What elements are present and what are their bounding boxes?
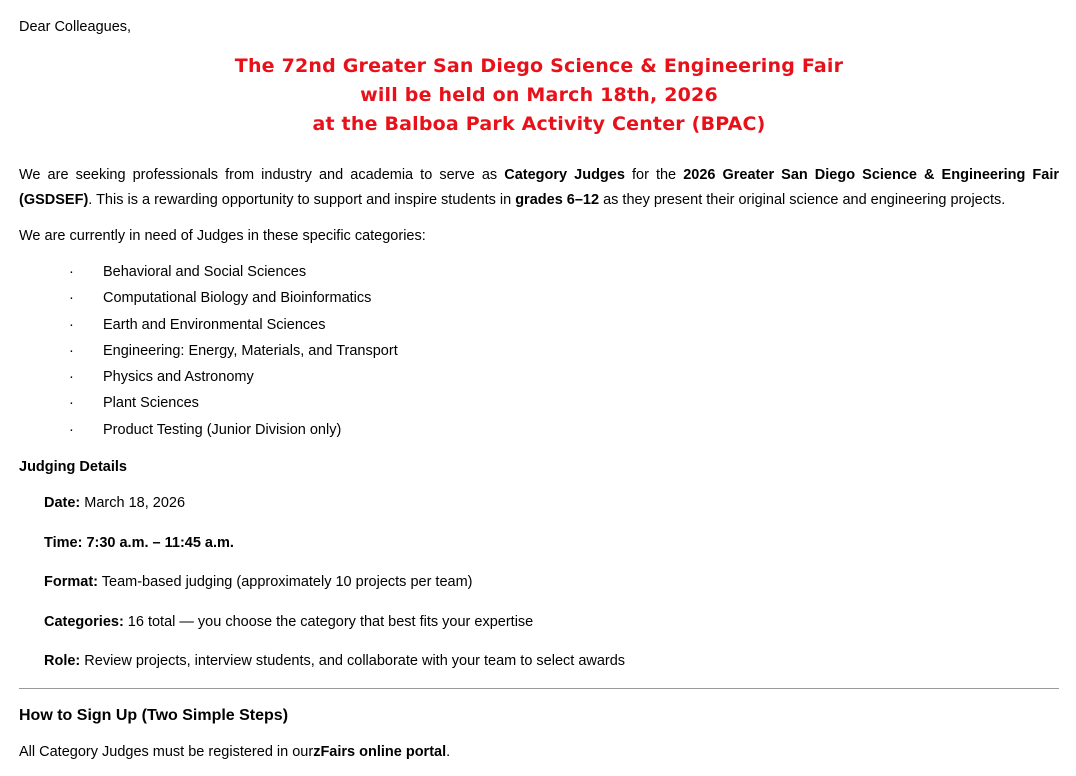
detail-categories bbox=[44, 612, 533, 632]
bullet-icon: · bbox=[69, 369, 74, 386]
detail-categories-value: 16 total — you choose the category that best fits your expertise bbox=[123, 614, 534, 630]
signup-heading: How to Sign Up (Two Simple Steps) bbox=[19, 707, 289, 724]
detail-time bbox=[44, 533, 234, 553]
registration-text bbox=[19, 742, 450, 762]
intro-bold-fair-name: 2026 Greater San Diego Science & Engineering Fair (GSDSEF) bbox=[19, 167, 1059, 208]
detail-format-label: Format: bbox=[44, 574, 98, 590]
detail-categories-label: Categories: bbox=[44, 614, 124, 630]
headline-line-1: The 72nd Greater San Diego Science & Engineering Fair bbox=[234, 55, 844, 77]
event-headline bbox=[19, 52, 1059, 139]
category-label: Engineering: Energy, Materials, and Transport bbox=[103, 342, 398, 359]
greeting: Dear Colleagues, bbox=[19, 19, 132, 35]
detail-format-value: Team-based judging (approximately 10 projects per team) bbox=[97, 574, 473, 590]
bullet-icon: · bbox=[69, 264, 74, 280]
categories-intro: We are currently in need of Judges in these specific categories: bbox=[19, 228, 426, 244]
bullet-icon: · bbox=[69, 342, 74, 359]
registration-suffix: . bbox=[446, 744, 451, 760]
registration-prefix: All Category Judges must be registered in our bbox=[19, 744, 314, 760]
detail-date-label: Date: bbox=[44, 495, 81, 511]
bullet-icon: · bbox=[69, 421, 74, 438]
category-label: Plant Sciences bbox=[103, 395, 199, 412]
category-label: Physics and Astronomy bbox=[103, 369, 254, 386]
intro-paragraph bbox=[19, 163, 1059, 213]
intro-text-1: We are seeking professionals from industry and academia to serve as bbox=[19, 167, 505, 183]
category-label: Product Testing (Junior Division only) bbox=[103, 421, 342, 438]
detail-format bbox=[44, 572, 473, 592]
category-label: Earth and Environmental Sciences bbox=[103, 316, 326, 333]
detail-role bbox=[44, 651, 625, 671]
detail-date bbox=[44, 493, 185, 513]
detail-role-label: Role: bbox=[44, 653, 81, 669]
intro-text-4: as they present their original science and engineering projects. bbox=[599, 192, 1006, 208]
intro-text-3: . This is a rewarding opportunity to support and inspire students in bbox=[88, 192, 516, 208]
horizontal-divider bbox=[19, 688, 1059, 689]
judging-details-heading: Judging Details bbox=[19, 459, 127, 475]
intro-bold-grades: grades 6–12 bbox=[515, 192, 600, 208]
category-label: Behavioral and Social Sciences bbox=[103, 264, 307, 280]
headline-line-3: at the Balboa Park Activity Center (BPAC) bbox=[312, 113, 766, 135]
headline-line-2: will be held on March 18th, 2026 bbox=[360, 84, 718, 106]
bullet-icon: · bbox=[69, 316, 74, 333]
detail-date-value: March 18, 2026 bbox=[80, 495, 186, 511]
detail-time-label: Time: 7:30 a.m. – 11:45 a.m. bbox=[44, 535, 234, 551]
bullet-icon: · bbox=[69, 395, 74, 412]
intro-text-2: for the bbox=[624, 167, 684, 183]
intro-bold-category-judges: Category Judges bbox=[504, 167, 625, 183]
bullet-icon: · bbox=[69, 290, 74, 307]
detail-role-value: Review projects, interview students, and collaborate with your team to select awards bbox=[80, 653, 626, 669]
zfairs-portal-link[interactable]: zFairs online portal bbox=[313, 744, 447, 760]
category-label: Computational Biology and Bioinformatics bbox=[103, 290, 372, 307]
